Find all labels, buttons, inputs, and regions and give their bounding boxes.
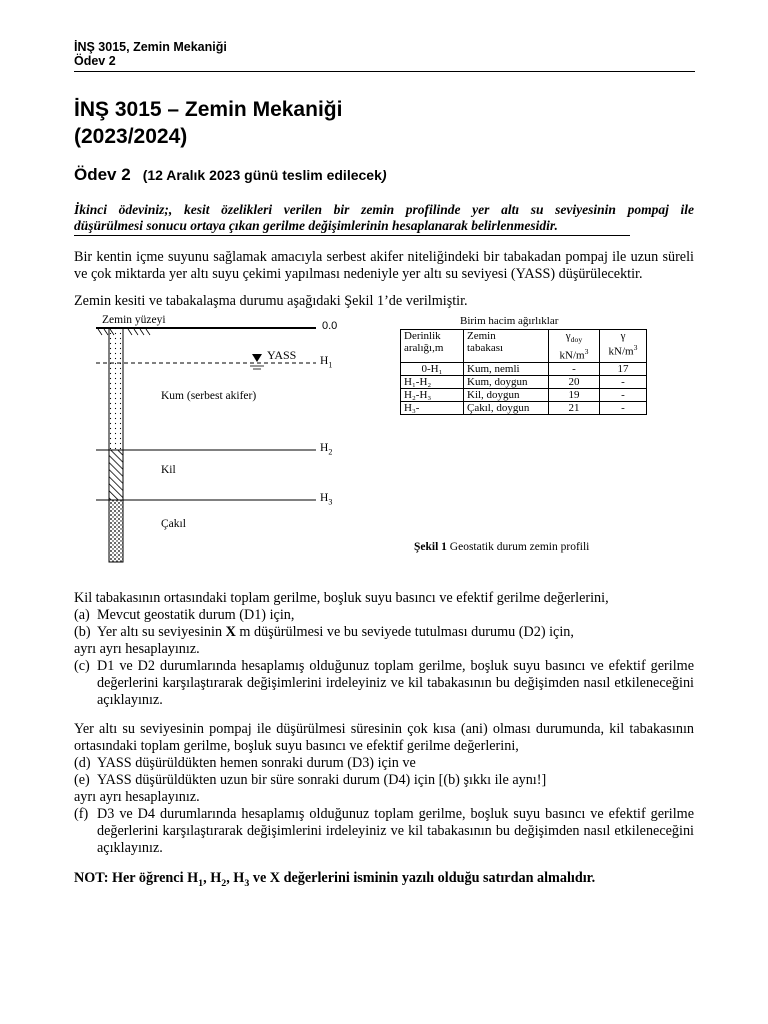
section1-lead: Kil tabakasının ortasındaki toplam gerilme, boşluk suyu basıncı ve efektif gerilme değerlerini, [74, 590, 609, 606]
layer-gravel-label: Çakıl [161, 518, 186, 530]
list-item-c: (c) D1 ve D2 durumlarında hesaplamış olduğunuz toplam gerilme, boşluk suyu basıncı ve efektif gerilme değerlerini karşılaştırarak değişimlerini irdeleyiniz ve kil tabakasının bu değişimden nasıl etkileneceğini açıklayınız. [74, 658, 694, 708]
assignment-intro [74, 202, 694, 234]
table-row: H₁-H₂ Kum, doygun 20 - [401, 375, 647, 388]
header-assignment: Ödev 2 [74, 54, 116, 68]
table-row: H₃- Çakıl, doygun 21 - [401, 401, 647, 414]
list-item-f: (f) D3 ve D4 durumlarında hesaplamış olduğunuz toplam gerilme, boşluk suyu basıncı ve efektif gerilme değerlerini karşılaştırarak değişimlerini irdeleyiniz ve kil tabakasının bu değişimden nasıl etkileneceğini açıklayınız. [74, 806, 694, 856]
section2-lead: Yer altı su seviyesinin pompaj ile düşürülmesi süresinin çok kısa (ani) olması durumunda, kil tabakasının ortasındaki toplam gerilme, boşluk suyu basıncı ve efektif gerilme değerlerini, [74, 721, 694, 754]
header-rule [74, 71, 695, 72]
ground-surface-label: Zemin yüzeyi [102, 314, 166, 326]
note-line: NOT: Her öğrenci $H_1$, $H_2$, $H_3$ ve X değerlerini isminin yazılı olduğu satırdan almalıdır. [74, 870, 596, 889]
table-header-row: Derinlik aralığı,m Zemin tabakası $\gamma_{doy}$ $kN/m^3$ γ $kN/m^3$ [401, 330, 647, 363]
title-line-2: (2023/2024) [74, 125, 188, 148]
list-item-a: (a) Mevcut geostatik durum (D1) için, [74, 607, 295, 623]
water-table-label: YASS [267, 348, 297, 362]
soil-profile-figure [74, 314, 694, 574]
unit-weights-table [400, 329, 647, 415]
homework-heading [74, 165, 694, 185]
intro-line-1: İkinci ödeviniz;, kesit özelikleri verilen bir zemin profilinde yer altı su seviyesinin pompaj ile [74, 202, 694, 217]
list-item-b: (b) Yer altı su seviyesinin X m düşürülmesi ve bu seviyede tutulması durumu (D2) için, [74, 624, 574, 640]
running-header [74, 40, 694, 68]
h3-label: $H_3$ [320, 492, 333, 507]
document-page [74, 40, 694, 892]
gravel-column [109, 500, 123, 562]
list-item-e: (e) YASS düşürüldükten uzun bir süre sonraki durum (D4) için [(b) şıkkı ile aynı!] [74, 772, 547, 788]
homework-deadline-close: ) [381, 167, 387, 183]
title-line-1: İNŞ 3015 – Zemin Mekaniği [74, 98, 343, 121]
clay-column [109, 450, 123, 500]
h2-label: $H_2$ [320, 442, 333, 457]
ground-hatch-marks [98, 329, 150, 335]
page-title [74, 96, 694, 150]
header-course: İNŞ 3015, Zemin Mekaniği [74, 40, 227, 54]
depth-zero-label: 0.0 [322, 320, 338, 332]
layer-sand-label: Kum (serbest akifer) [161, 390, 257, 402]
paragraph-1: Bir kentin içme suyunu sağlamak amacıyla serbest akifer niteliğindeki bir tabakadan pompaj ile uzun süreli ve çok miktarda yer altı suyu çekimi yapılması nedeniyle yer altı su seviyesi (YASS) düşürülecektir. [74, 249, 694, 282]
unit-weights-title: Birim hacim ağırlıklar [460, 315, 559, 327]
section1-separate: ayrı ayrı hesaplayınız. [74, 641, 200, 657]
intro-line-2: düşürülmesi sonucu ortaya çıkan gerilme değişimlerinin hesaplanarak belirlenmesidir. [74, 218, 558, 233]
homework-label: Ödev 2 [74, 165, 131, 184]
water-table-symbol [252, 354, 262, 362]
layer-clay-label: Kil [161, 464, 176, 476]
list-item-d: (d) YASS düşürüldükten hemen sonraki durum (D3) için ve [74, 755, 416, 771]
h1-label: $H_1$ [320, 355, 333, 370]
figure-caption: Şekil 1 Geostatik durum zemin profili [414, 541, 590, 553]
table-row: 0-H₁ Kum, nemli - 17 [401, 362, 647, 375]
paragraph-2: Zemin kesiti ve tabakalaşma durumu aşağıdaki Şekil 1’de verilmiştir. [74, 293, 468, 309]
section2-separate: ayrı ayrı hesaplayınız. [74, 789, 200, 805]
sand-column [109, 328, 123, 450]
homework-deadline: (12 Aralık 2023 günü teslim edilecek [142, 167, 382, 183]
table-row: H₂-H₃ Kil, doygun 19 - [401, 388, 647, 401]
